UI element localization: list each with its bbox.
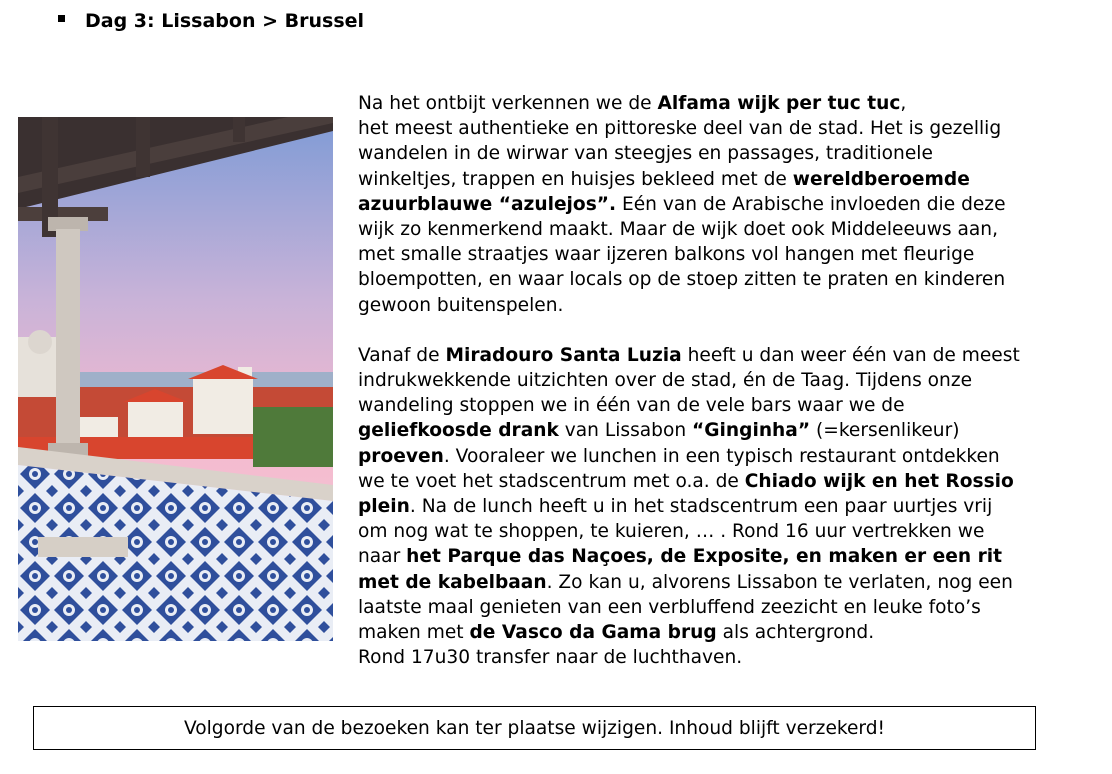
text-segment: . Zo kan u, alvorens Lissabon te verlaten, nog een (546, 571, 1013, 593)
text-segment: plein (358, 496, 410, 518)
bullet-icon (58, 15, 65, 22)
text-segment: bloempotten, en waar locals op de stoep zitten te praten en kinderen (358, 269, 1006, 291)
text-segment: wereldberoemde (792, 168, 970, 190)
text-segment: , (900, 93, 907, 114)
lisbon-viewpoint-photo (18, 117, 333, 641)
text-segment: (=kersenlikeur) (810, 420, 960, 442)
text-segment: we te voet het stadscentrum met o.a. de (358, 470, 745, 492)
text-segment: met de kabelbaan (358, 571, 547, 593)
text-segment: Rond 17u30 transfer naar de luchthaven. (358, 647, 743, 669)
text-segment: het meest authentieke en pittoreske deel van de stad. Het is gezellig (358, 118, 1002, 140)
text-segment: met smalle straatjes waar ijzeren balkons vol hangen met fleurige (358, 244, 975, 266)
text-segment: laatste maal genieten van een verbluffend zeezicht en leuke foto’s (358, 596, 981, 618)
text-segment: . Na de lunch heeft u in het stadscentrum een paar uurtjes vrij (409, 496, 993, 518)
description-text (358, 91, 1110, 670)
text-segment: winkeltjes, trappen en huisjes bekleed met de (358, 168, 793, 190)
text-segment: om nog wat te shoppen, te kuieren, … . Rond 16 uur vertrekken we (358, 521, 985, 543)
text-segment: de Vasco da Gama brug (469, 622, 717, 644)
text-segment: Alfama wijk per tuc tuc (657, 93, 901, 114)
text-segment: Vanaf de (358, 344, 446, 366)
text-segment: azuurblauwe “azulejos”. (358, 193, 617, 215)
text-segment: . Vooraleer we lunchen in een typisch restaurant ontdekken (443, 445, 1000, 467)
text-segment: het Parque das Naçoes, de Exposite, en maken er een rit (406, 546, 1003, 568)
text-segment: indrukwekkende uitzichten over de stad, én de Taag. Tijdens onze (358, 370, 973, 392)
notice-box (33, 706, 1036, 750)
text-segment: Eén van de Arabische invloeden die deze (616, 193, 1006, 215)
text-segment: wijk zo kenmerkend maakt. Maar de wijk doet ook Middeleeuws aan, (358, 219, 998, 241)
text-segment: Na het ontbijt verkennen we de (358, 93, 658, 114)
paragraph-miradouro (358, 343, 1110, 671)
text-segment: “Ginginha” (692, 420, 811, 442)
day-heading-text: Dag 3: Lissabon > Brussel (85, 10, 365, 32)
text-segment: als achtergrond. (716, 622, 875, 644)
day-heading (58, 8, 364, 34)
notice-text: Volgorde van de bezoeken kan ter plaatse wijzigen. Inhoud blijft verzekerd! (183, 717, 886, 739)
text-segment: wandelen in de wirwar van steegjes en passages, traditionele (358, 143, 933, 165)
text-segment: Chiado wijk en het Rossio (744, 470, 1014, 492)
text-segment: wandeling stoppen we in één van de vele bars waar we de (358, 395, 905, 417)
text-segment: naar (358, 546, 407, 568)
text-segment: van Lissabon (558, 420, 693, 442)
text-segment: Miradouro Santa Luzia (445, 344, 682, 366)
text-segment: proeven (358, 445, 444, 467)
text-segment: heeft u dan weer één van de meest (681, 344, 1020, 366)
paragraph-alfama (358, 91, 1110, 318)
text-segment: gewoon buitenspelen. (358, 294, 564, 316)
text-segment: maken met (358, 622, 470, 644)
text-segment: geliefkoosde drank (358, 420, 559, 442)
